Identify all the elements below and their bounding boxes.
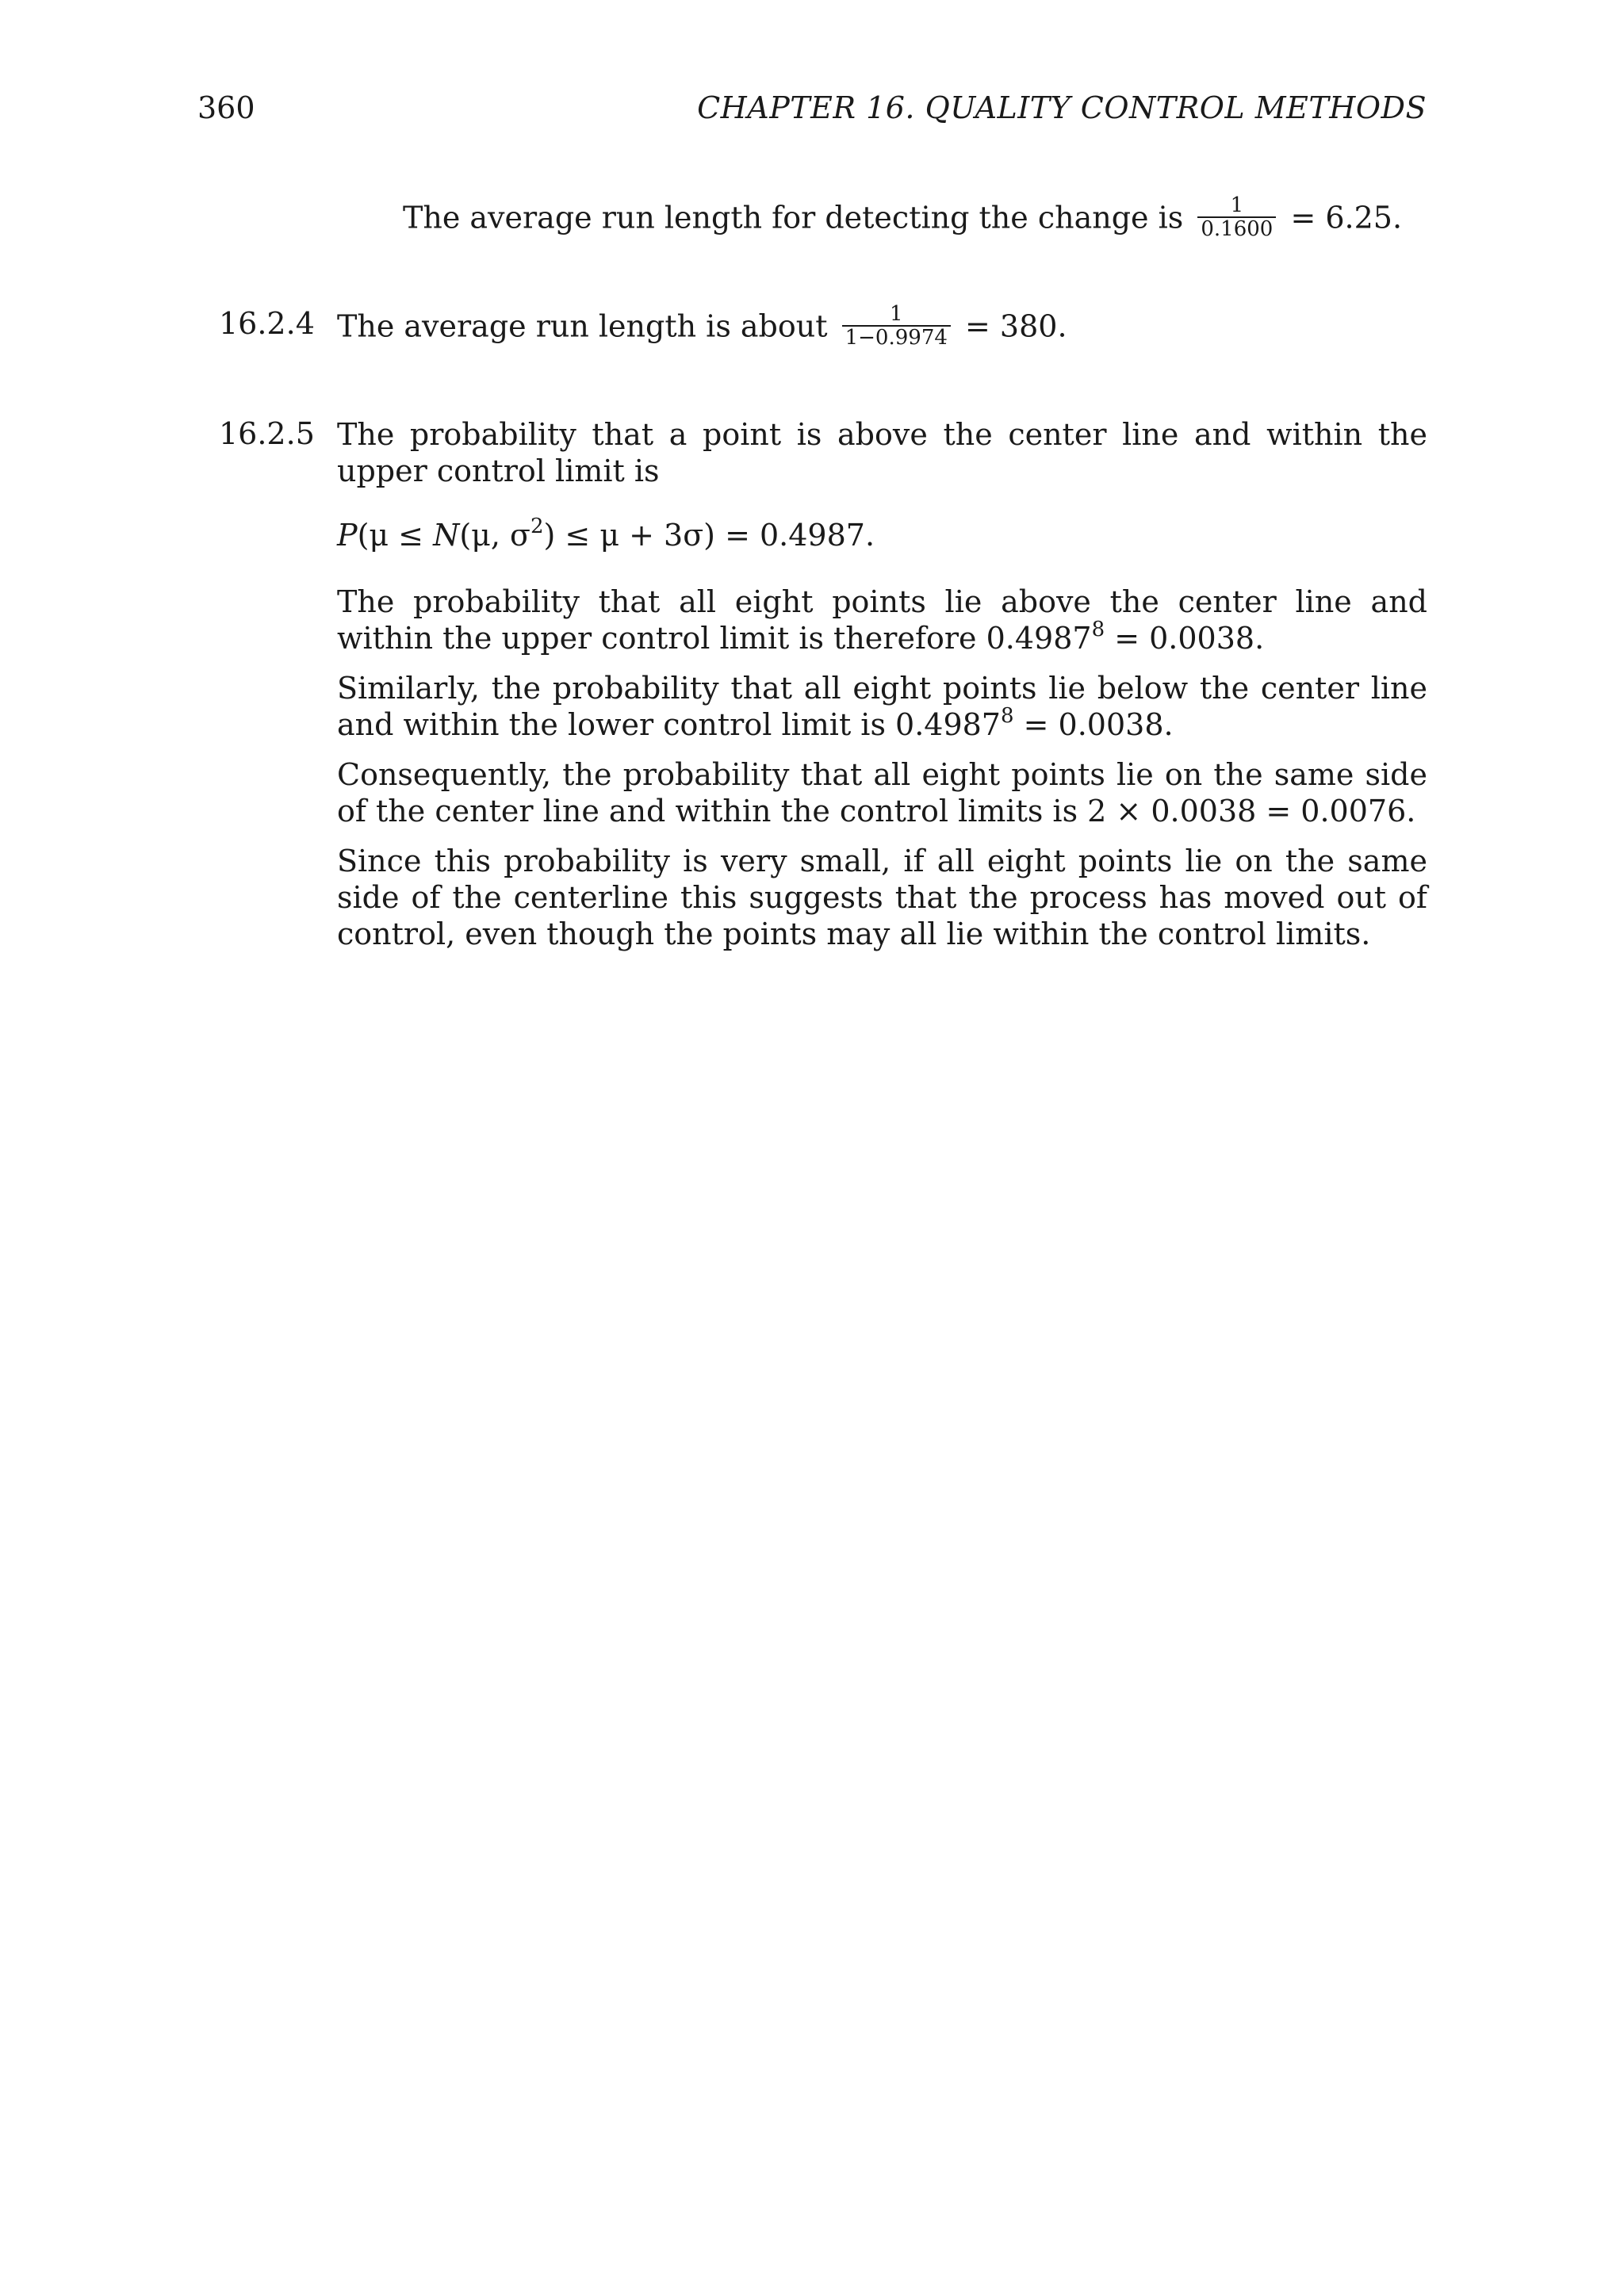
formula-p: P <box>337 518 358 553</box>
formula-part-e: ) ≤ μ + 3σ) <box>543 518 715 553</box>
intro-fraction-denominator: 0.1600 <box>1201 217 1274 241</box>
intro-line <box>403 193 1403 243</box>
formula-exponent: 2 <box>530 515 544 539</box>
running-head: CHAPTER 16. QUALITY CONTROL METHODS <box>697 90 1427 125</box>
ex-16-2-4-fraction-denominator: 1−0.9974 <box>845 326 948 350</box>
p3-exponent: 8 <box>1000 704 1014 729</box>
p2-text-after: = 0.0038. <box>1105 621 1265 656</box>
ex-16-2-5-paragraph-1: The probability that a point is above the center line and within the upper control limit is <box>337 417 1427 488</box>
exercise-number-16-2-4: 16.2.4 <box>219 306 315 341</box>
intro-fraction-numerator: 1 <box>1197 194 1276 218</box>
ex-16-2-5-formula <box>337 517 875 553</box>
exercise-number-16-2-5: 16.2.5 <box>219 416 315 451</box>
ex-16-2-5-paragraph-2 <box>337 584 1427 656</box>
ex-16-2-4-text-after: = 380. <box>965 308 1067 344</box>
p2-exponent: 8 <box>1091 618 1105 642</box>
formula-n: N <box>433 518 460 553</box>
ex-16-2-5-paragraph-4: Consequently, the probability that all eight points lie on the same side of the center line and within the control limits is 2 × 0.0038 = 0.0076. <box>337 757 1427 828</box>
p2-text: The probability that all eight points lie above the center line and within the upper control limit is therefore 0.4987 <box>337 584 1427 656</box>
page-number: 360 <box>197 90 255 125</box>
ex-16-2-5-paragraph-3 <box>337 670 1427 743</box>
formula-part-b: (μ ≤ <box>357 518 434 553</box>
formula-part-d: (μ, σ <box>459 518 530 553</box>
intro-fraction <box>1197 194 1276 240</box>
ex-16-2-4-text-before: The average run length is about <box>337 308 828 344</box>
intro-text-after: = 6.25. <box>1290 200 1403 235</box>
ex-16-2-5-paragraph-5: Since this probability is very small, if all eight points lie on the same side of the centerline this suggests that the process has moved out of control, even though the points may all lie within the control limits. <box>337 844 1427 951</box>
p3-text: Similarly, the probability that all eight points lie below the center line and within the lower control limit is 0.4987 <box>337 671 1427 742</box>
p3-text-after: = 0.0038. <box>1013 707 1174 742</box>
ex-16-2-4-fraction-numerator: 1 <box>842 303 951 327</box>
intro-text-before: The average run length for detecting the change is <box>403 200 1184 235</box>
exercise-16-2-4-text <box>337 302 1067 352</box>
ex-16-2-4-fraction <box>842 303 951 349</box>
formula-rhs: = 0.4987. <box>715 518 875 553</box>
